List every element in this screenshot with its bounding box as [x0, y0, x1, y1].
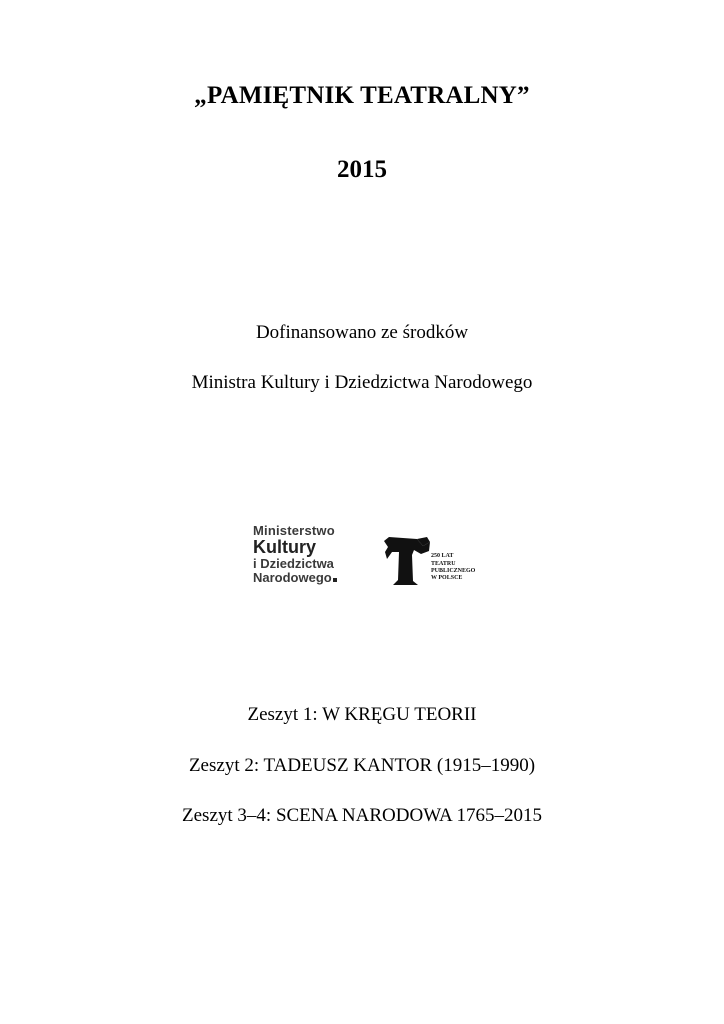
- ministry-logo-line-1: Ministerstwo: [253, 523, 335, 538]
- ministry-logo-line-4: Narodowego: [253, 570, 332, 585]
- ministry-logo-line-2: Kultury: [253, 537, 316, 557]
- ministry-logo: [253, 524, 337, 584]
- ministry-logo-line-3: i Dziedzictwa: [253, 556, 334, 571]
- funding-line-2: Ministra Kultury i Dziedzictwa Narodowego: [191, 372, 533, 393]
- ministry-logo-dot: [333, 578, 337, 582]
- document-year: 2015: [337, 156, 387, 183]
- anniversary-line-2: TEATRU: [431, 561, 456, 567]
- anniversary-line-1: 250 LAT: [431, 553, 454, 559]
- issue-3-4: Zeszyt 3–4: SCENA NARODOWA 1765–2015: [182, 805, 542, 826]
- document-title: „PAMIĘTNIK TEATRALNY”: [194, 82, 530, 109]
- issue-1: Zeszyt 1: W KRĘGU TEORII: [247, 704, 477, 725]
- ministry-logo-line-4-wrap: [253, 571, 337, 584]
- funding-line-1: Dofinansowano ze środków: [255, 322, 469, 343]
- issue-2: Zeszyt 2: TADEUSZ KANTOR (1915–1990): [188, 755, 536, 776]
- anniversary-line-3: PUBLICZNEGO: [431, 568, 476, 574]
- anniversary-line-4: W POLSCE: [431, 575, 463, 581]
- theatre-t-icon: [383, 537, 433, 587]
- anniversary-logo: [383, 537, 483, 587]
